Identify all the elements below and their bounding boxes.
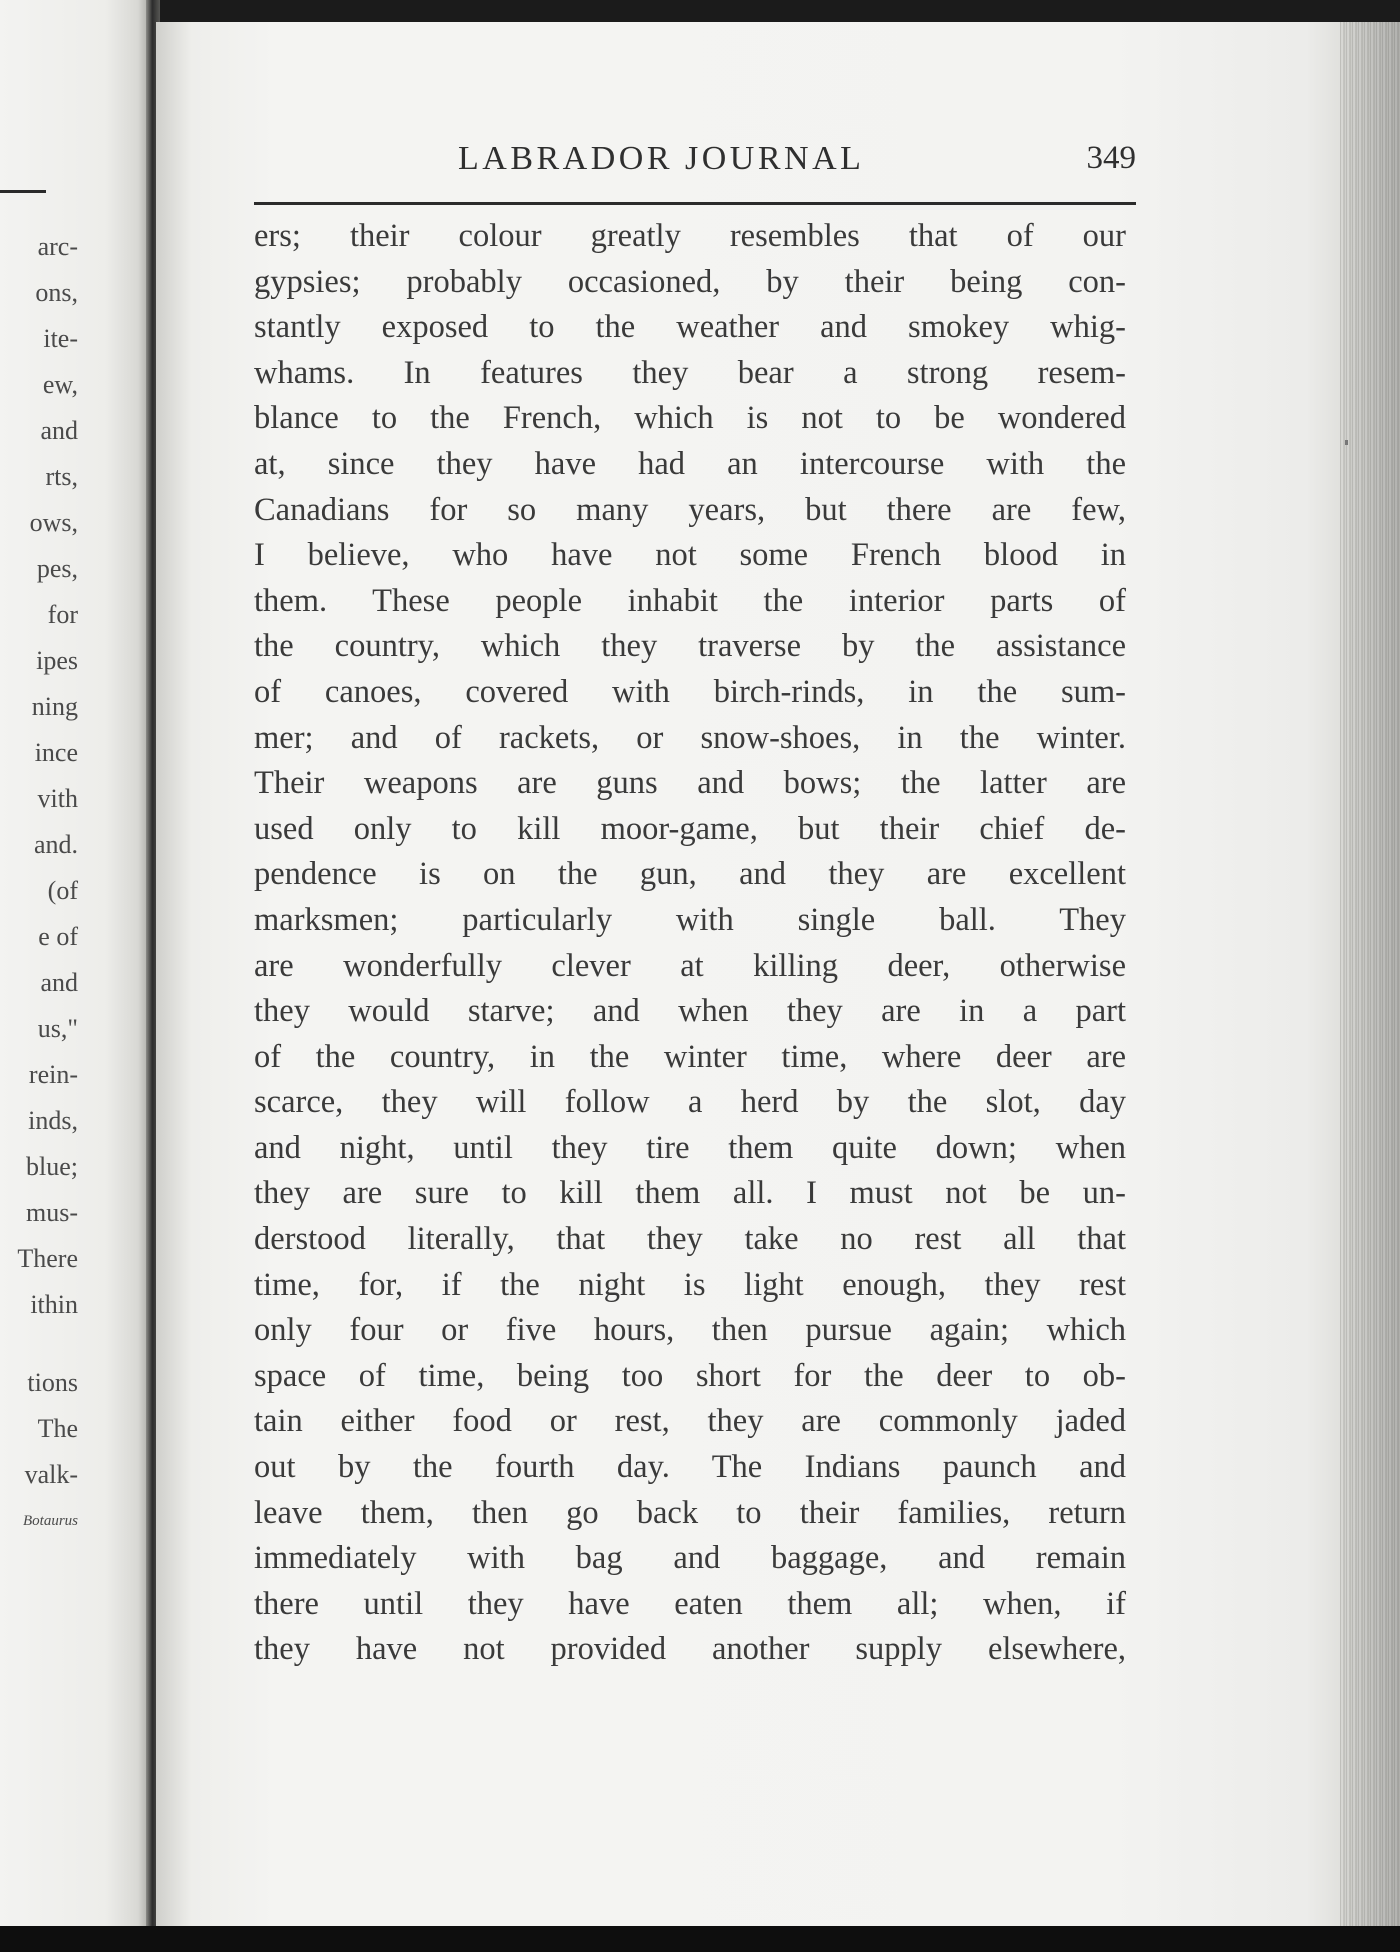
running-title: LABRADOR JOURNAL (458, 140, 865, 177)
left-page-fragment: arc- (37, 232, 78, 261)
text-line-content: they are sure to kill them all. I must not be un- (254, 1175, 1126, 1212)
left-page-fragment: rts, (45, 462, 78, 491)
left-page-fragment: ew, (42, 370, 78, 399)
text-line (254, 260, 1126, 306)
text-line-content: time, for, if the night is light enough, they rest (254, 1266, 1126, 1303)
text-line (254, 214, 1126, 260)
body-text (254, 214, 1126, 1673)
text-line (254, 716, 1126, 762)
text-line (254, 1035, 1126, 1081)
text-line-content: are wonderfully clever at killing deer, otherwise (254, 947, 1126, 984)
text-line-content: marksmen; particularly with single ball. They (254, 901, 1126, 938)
text-line (254, 1536, 1126, 1582)
text-line-content: used only to kill moor-game, but their chief de- (254, 810, 1126, 847)
text-line-content: derstood literally, that they take no rest all that (254, 1221, 1126, 1258)
text-line (254, 944, 1126, 990)
text-line (254, 670, 1126, 716)
text-line-content: out by the fourth day. The Indians paunch and (254, 1449, 1126, 1486)
text-line (254, 989, 1126, 1035)
text-line-content: Their weapons are guns and bows; the latter are (254, 765, 1126, 802)
text-line (254, 305, 1126, 351)
left-page-fragment: mus- (26, 1198, 78, 1227)
text-line (254, 807, 1126, 853)
text-line (254, 396, 1126, 442)
text-line-content: at, since they have had an intercourse with the (254, 445, 1126, 482)
text-line (254, 1308, 1126, 1354)
text-line (254, 533, 1126, 579)
text-line-content: they have not provided another supply elsewhere, (254, 1631, 1126, 1668)
text-line-content: of the country, in the winter time, where deer are (254, 1038, 1126, 1075)
text-line (254, 1263, 1126, 1309)
text-line-content: space of time, being too short for the deer to ob- (254, 1357, 1126, 1394)
text-line (254, 761, 1126, 807)
text-line (254, 579, 1126, 625)
text-line-content: them. These people inhabit the interior parts of (254, 582, 1126, 619)
text-line-content: whams. In features they bear a strong resem- (254, 354, 1126, 391)
left-page-fragment: pes, (36, 554, 78, 583)
header-rule (254, 202, 1136, 205)
text-line-content: they would starve; and when they are in a part (254, 993, 1126, 1030)
left-page-footnote-fragment: Botaurus (22, 1513, 78, 1529)
text-line-content: pendence is on the gun, and they are excellent (254, 856, 1126, 893)
text-line (254, 442, 1126, 488)
left-page-fragment: us," (37, 1014, 78, 1043)
text-line (254, 1171, 1126, 1217)
left-page-fragment: ince (34, 738, 78, 767)
text-line-content: gypsies; probably occasioned, by their being con- (254, 263, 1126, 300)
text-line (254, 1217, 1126, 1263)
left-page-fragment: ons, (35, 278, 78, 307)
text-line (254, 1491, 1126, 1537)
text-line (254, 1582, 1126, 1628)
text-line (254, 1445, 1126, 1491)
text-line (254, 1627, 1126, 1673)
text-line (254, 852, 1126, 898)
left-page-fragment: e of (38, 922, 78, 951)
text-line-content: I believe, who have not some French blood in (254, 537, 1126, 574)
text-line (254, 624, 1126, 670)
text-line (254, 488, 1126, 534)
left-page-fragment: and. (33, 830, 78, 859)
text-line-content: tain either food or rest, they are commonly jaded (254, 1403, 1126, 1440)
left-page-fragment: for (47, 600, 78, 629)
left-page-fragment: ning (31, 692, 78, 721)
left-page-fragment (0, 1328, 78, 1360)
text-line-content: scarce, they will follow a herd by the slot, day (254, 1084, 1126, 1121)
text-line (254, 351, 1126, 397)
text-line (254, 1354, 1126, 1400)
left-page-text-fragments (0, 224, 78, 1544)
text-line-content: only four or five hours, then pursue again; which (254, 1312, 1126, 1349)
text-line (254, 1080, 1126, 1126)
left-page-fragment: ithin (30, 1290, 78, 1319)
left-page-fragment: vith (37, 784, 78, 813)
left-page-fragment: ows, (29, 508, 78, 537)
left-page-fragment: and (40, 968, 78, 997)
left-page-rule (0, 190, 46, 193)
text-line-content: ers; their colour greatly resembles that of our (254, 218, 1126, 254)
page-edges-shadow (1340, 22, 1400, 1934)
text-line-content: the country, which they traverse by the assistance (254, 628, 1126, 665)
facing-page-left (0, 0, 150, 1930)
left-page-fragment: rein- (28, 1060, 78, 1089)
text-line-content: stantly exposed to the weather and smokey whig- (254, 309, 1126, 346)
left-page-fragment: valk- (24, 1460, 78, 1489)
left-page-fragment: There (17, 1244, 78, 1273)
text-line-content: of canoes, covered with birch-rinds, in the sum- (254, 673, 1126, 710)
text-line-content: there until they have eaten them all; when, if (254, 1585, 1126, 1622)
text-line-content: Canadians for so many years, but there are few, (254, 491, 1126, 528)
left-page-fragment: inds, (28, 1106, 78, 1135)
text-line-content: blance to the French, which is not to be wondered (254, 400, 1126, 437)
text-line-content: immediately with bag and baggage, and remain (254, 1540, 1126, 1577)
left-page-fragment: blue; (26, 1152, 78, 1181)
left-page-fragment: ipes (36, 646, 78, 675)
page-number: 349 (1086, 140, 1136, 176)
page-speck (1345, 440, 1348, 445)
text-line (254, 1126, 1126, 1172)
left-page-fragment: (of (47, 876, 78, 905)
left-page-fragment: and (40, 416, 78, 445)
running-head (254, 126, 1136, 196)
left-page-fragment: ite- (43, 324, 78, 353)
text-line-content: and night, until they tire them quite down; when (254, 1129, 1126, 1166)
scan-bottom-edge (0, 1926, 1400, 1952)
text-line-content: leave them, then go back to their families, return (254, 1494, 1126, 1531)
left-page-fragment: The (37, 1414, 78, 1443)
text-line (254, 1399, 1126, 1445)
text-line-content: mer; and of rackets, or snow-shoes, in the winter. (254, 719, 1126, 756)
left-page-fragment: tions (27, 1368, 78, 1397)
text-line (254, 898, 1126, 944)
